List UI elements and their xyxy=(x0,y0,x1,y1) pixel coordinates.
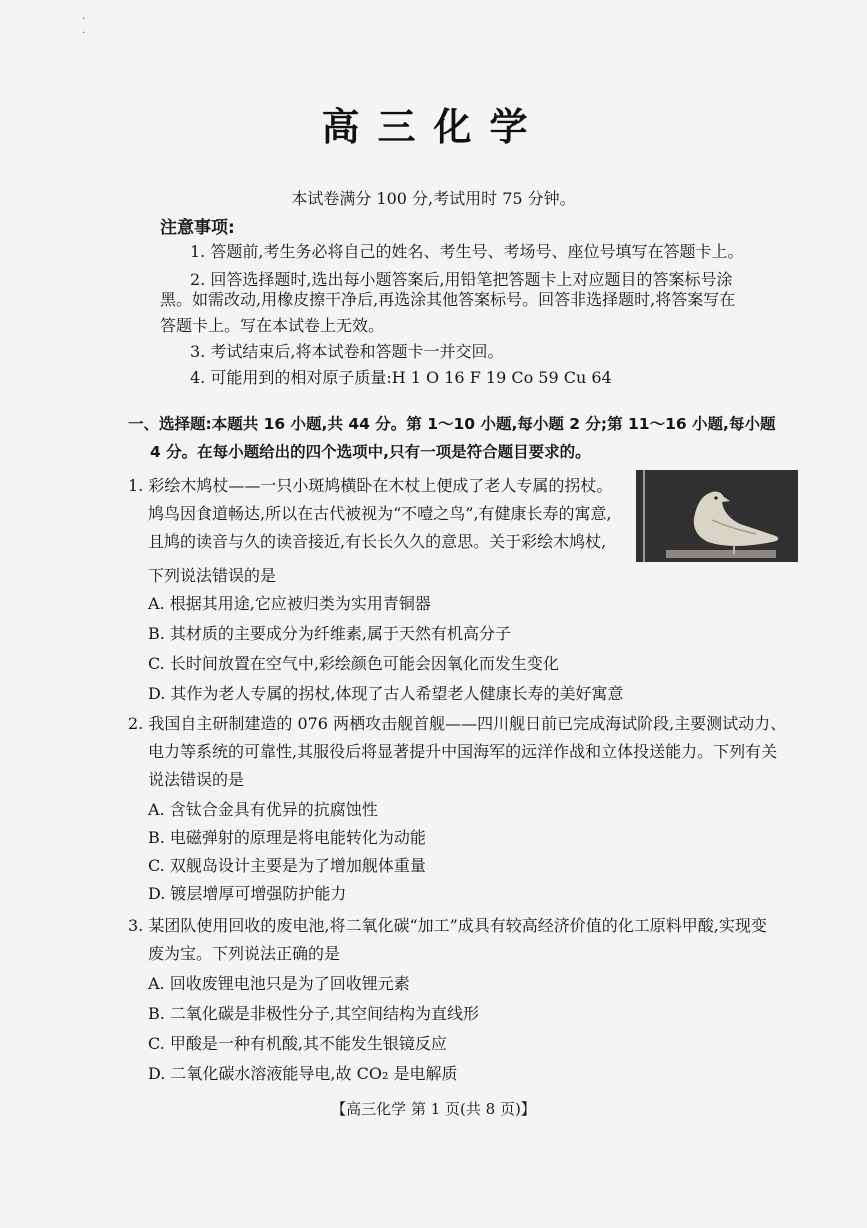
question-2-stem: 说法错误的是 xyxy=(148,770,245,789)
wooden-dove-staff-photo xyxy=(636,470,798,562)
exam-subtitle: 本试卷满分 100 分,考试用时 75 分钟。 xyxy=(291,189,576,208)
scan-speck: · xyxy=(82,14,86,25)
question-1-stem: 1. 彩绘木鸠杖——一只小斑鸠横卧在木杖上便成了老人专属的拐杖。 xyxy=(128,476,613,495)
question-3-stem: 废为宝。下列说法正确的是 xyxy=(148,944,341,963)
question-2-stem: 2. 我国自主研制建造的 076 两栖攻击舰首舰——四川舰日前已完成海试阶段,主要测试动力、 xyxy=(128,714,787,733)
question-2-option-d: D. 镀层增厚可增强防护能力 xyxy=(148,884,347,903)
question-3-option-b: B. 二氧化碳是非极性分子,其空间结构为直线形 xyxy=(148,1004,480,1023)
question-2-option-a: A. 含钛合金具有优异的抗腐蚀性 xyxy=(148,800,378,819)
notice-line: 答题卡上。写在本试卷上无效。 xyxy=(160,316,385,335)
question-3-option-c: C. 甲酸是一种有机酸,其不能发生银镜反应 xyxy=(148,1034,447,1053)
page-footer: 【高三化学 第 1 页(共 8 页)】 xyxy=(331,1100,536,1118)
question-3-stem: 3. 某团队使用回收的废电池,将二氧化碳“加工”成具有较高经济价值的化工原料甲酸,实现变 xyxy=(128,916,767,935)
question-1-stem: 且鸠的读音与久的读音接近,有长长久久的意思。关于彩绘木鸠杖, xyxy=(148,532,607,551)
question-2-stem: 电力等系统的可靠性,其服役后将显著提升中国海军的远洋作战和立体投送能力。下列有关 xyxy=(148,742,778,761)
notice-line: 黑。如需改动,用橡皮擦干净后,再选涂其他答案标号。回答非选择题时,将答案写在 xyxy=(160,290,736,309)
scan-speck: · xyxy=(82,28,86,39)
section-instruction-line1: 一、选择题:本题共 16 小题,共 44 分。第 1～10 小题,每小题 2 分;第 11～16 小题,每小题 xyxy=(128,415,776,433)
question-1-option-b: B. 其材质的主要成分为纤维素,属于天然有机高分子 xyxy=(148,624,512,643)
question-1-stem: 鸠鸟因食道畅达,所以在古代被视为“不噎之鸟”,有健康长寿的寓意, xyxy=(148,504,612,523)
question-1-option-d: D. 其作为老人专属的拐杖,体现了古人希望老人健康长寿的美好寓意 xyxy=(148,684,624,703)
question-2-option-c: C. 双舰岛设计主要是为了增加舰体重量 xyxy=(148,856,426,875)
notice-line: 2. 回答选择题时,选出每小题答案后,用铅笔把答题卡上对应题目的答案标号涂 xyxy=(190,270,733,289)
notice-line: 1. 答题前,考生务必将自己的姓名、考生号、考场号、座位号填写在答题卡上。 xyxy=(190,242,744,261)
notice-line: 3. 考试结束后,将本试卷和答题卡一并交回。 xyxy=(190,342,504,361)
notice-heading: 注意事项: xyxy=(160,218,235,238)
question-1-option-a: A. 根据其用途,它应被归类为实用青铜器 xyxy=(148,594,431,613)
question-1-option-c: C. 长时间放置在空气中,彩绘颜色可能会因氧化而发生变化 xyxy=(148,654,559,673)
notice-line: 4. 可能用到的相对原子质量:H 1 O 16 F 19 Co 59 Cu 64 xyxy=(190,368,612,387)
question-1-stem: 下列说法错误的是 xyxy=(148,566,277,585)
exam-title: 高三化学 xyxy=(321,105,546,149)
question-2-option-b: B. 电磁弹射的原理是将电能转化为动能 xyxy=(148,828,426,847)
question-3-option-a: A. 回收废锂电池只是为了回收锂元素 xyxy=(148,974,410,993)
section-instruction-line2: 4 分。在每小题给出的四个选项中,只有一项是符合题目要求的。 xyxy=(150,443,591,461)
question-3-option-d: D. 二氧化碳水溶液能导电,故 CO₂ 是电解质 xyxy=(148,1064,458,1083)
